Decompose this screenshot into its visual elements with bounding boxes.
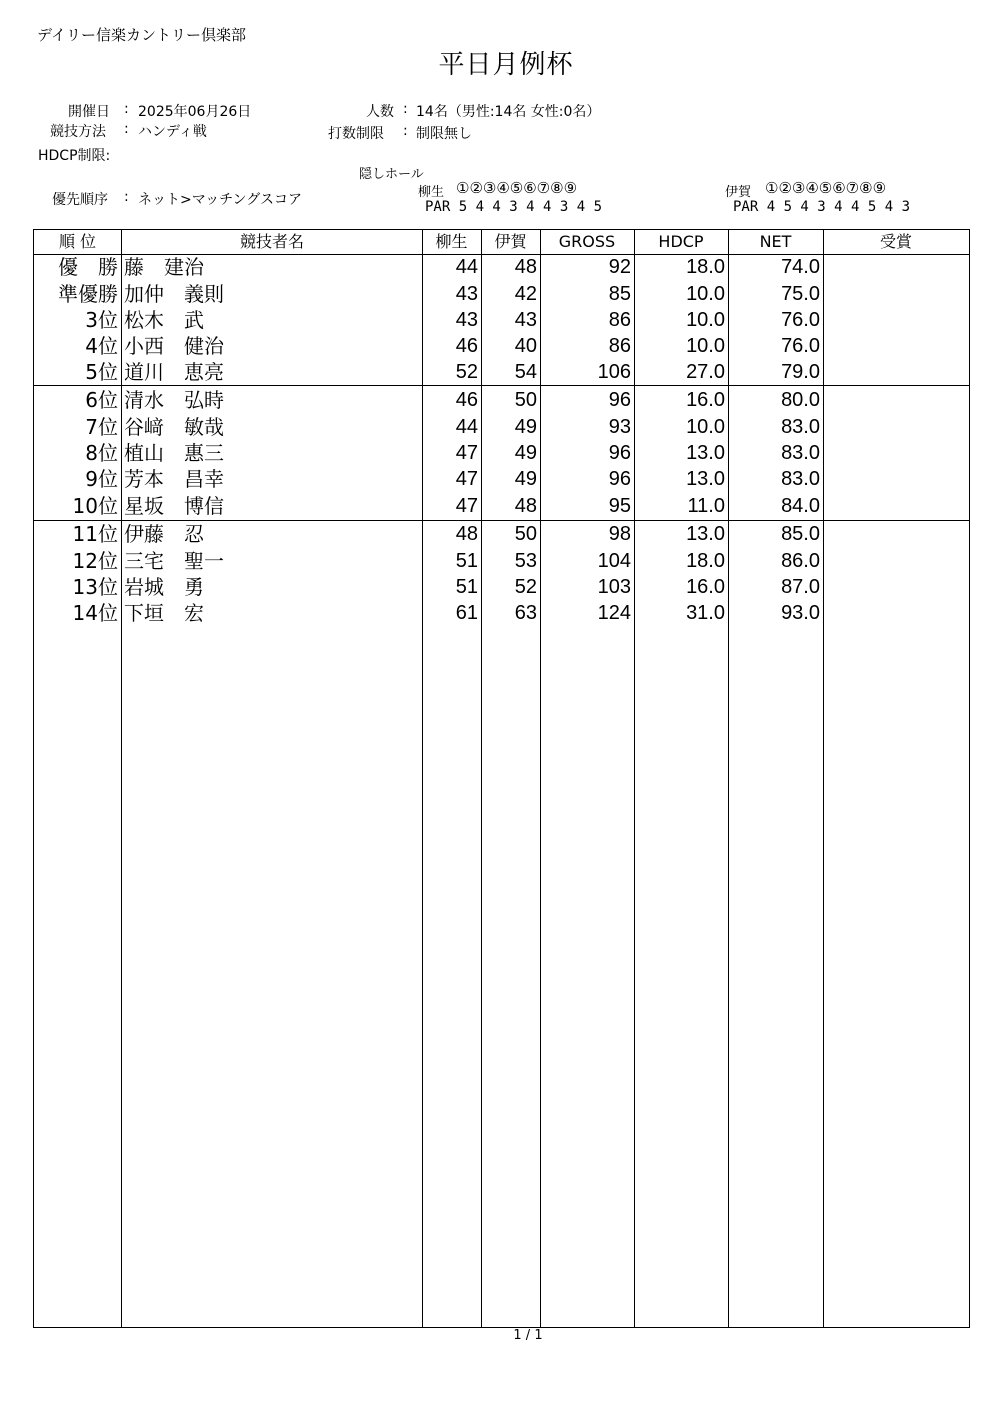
in-score-cell: 42	[514, 283, 537, 305]
net-cell: 83.0	[781, 468, 820, 490]
award-cell	[823, 493, 969, 519]
out-score-cell: 47	[455, 468, 478, 490]
header-hdcp: HDCP	[658, 232, 704, 251]
in-score-cell: 43	[514, 309, 537, 331]
player-name-cell: 藤 建治	[124, 255, 204, 279]
player-name-cell: 伊藤 忍	[124, 522, 204, 546]
header-out: 柳生	[435, 232, 468, 251]
gross-cell: 104	[597, 550, 631, 572]
table-row	[34, 440, 969, 466]
out-score-cell: 48	[455, 523, 478, 545]
player-name-cell: 下垣 宏	[124, 601, 204, 625]
gross-cell: 86	[608, 309, 631, 331]
results-table	[33, 229, 970, 1328]
hdcp-cell: 10.0	[686, 309, 725, 331]
out-score-cell: 52	[455, 361, 478, 383]
gross-cell: 103	[597, 576, 631, 598]
course2-name: 伊賀	[725, 185, 752, 200]
award-cell	[823, 307, 969, 333]
hdcp-cell: 10.0	[686, 416, 725, 438]
gross-cell: 106	[597, 361, 631, 383]
rank-cell: 7位	[85, 415, 118, 439]
rank-cell: 10位	[72, 494, 118, 518]
table-row	[34, 254, 969, 280]
stroke-limit-value: 制限無し	[416, 126, 472, 142]
award-cell	[823, 600, 969, 626]
gross-cell: 98	[608, 523, 631, 545]
in-score-cell: 54	[514, 361, 537, 383]
net-cell: 74.0	[781, 256, 820, 278]
priority-label: 優先順序	[52, 192, 108, 208]
in-score-cell: 48	[514, 256, 537, 278]
stroke-limit-colon: :	[403, 123, 408, 139]
hdcp-limit-label: HDCP制限:	[38, 148, 111, 164]
award-cell	[823, 548, 969, 574]
course2-par: PAR 4 5 4 3 4 4 5 4 3	[733, 199, 911, 215]
page-indicator: 1 / 1	[513, 1328, 543, 1343]
in-score-cell: 49	[514, 442, 537, 464]
rank-cell: 5位	[85, 360, 118, 384]
net-cell: 76.0	[781, 309, 820, 331]
format-colon: :	[124, 121, 129, 137]
in-score-cell: 48	[514, 495, 537, 517]
in-score-cell: 63	[514, 602, 537, 624]
award-cell	[823, 359, 969, 385]
out-score-cell: 47	[455, 495, 478, 517]
table-row	[34, 548, 969, 574]
hdcp-cell: 11.0	[687, 495, 725, 517]
net-cell: 75.0	[781, 283, 820, 305]
players-value: 14名（男性:14名 女性:0名）	[416, 104, 601, 120]
player-name-cell: 星坂 博信	[124, 494, 224, 518]
net-cell: 79.0	[781, 361, 820, 383]
gross-cell: 93	[608, 416, 631, 438]
out-score-cell: 46	[455, 389, 478, 411]
net-cell: 87.0	[781, 576, 820, 598]
course1-holes: ①②③④⑤⑥⑦⑧⑨	[456, 179, 578, 197]
net-cell: 86.0	[781, 550, 820, 572]
rank-cell: 9位	[85, 467, 118, 491]
award-cell	[823, 466, 969, 492]
table-row	[34, 281, 969, 307]
out-score-cell: 61	[455, 602, 478, 624]
rank-cell: 8位	[85, 441, 118, 465]
player-name-cell: 芳本 昌幸	[124, 467, 224, 491]
club-name: デイリー信楽カントリー倶楽部	[37, 26, 246, 44]
group-separator	[34, 385, 969, 386]
rank-cell: 13位	[72, 575, 118, 599]
header-gross: GROSS	[558, 232, 616, 251]
stroke-limit-label: 打数制限	[328, 126, 384, 142]
table-row	[34, 414, 969, 440]
header-in: 伊賀	[494, 232, 527, 251]
course1-name: 柳生	[418, 185, 445, 200]
header-rank: 順 位	[58, 232, 97, 251]
player-name-cell: 清水 弘時	[124, 388, 224, 412]
gross-cell: 96	[608, 442, 631, 464]
gross-cell: 96	[608, 468, 631, 490]
page-title: 平日月例杯	[438, 50, 574, 80]
in-score-cell: 50	[514, 389, 537, 411]
players-colon: :	[403, 101, 408, 117]
player-name-cell: 三宅 聖一	[124, 549, 224, 573]
rank-cell: 14位	[72, 601, 118, 625]
award-cell	[823, 574, 969, 600]
in-score-cell: 52	[514, 576, 537, 598]
rank-cell: 6位	[85, 388, 118, 412]
gross-cell: 96	[608, 389, 631, 411]
table-row	[34, 387, 969, 413]
table-row	[34, 466, 969, 492]
gross-cell: 95	[608, 495, 631, 517]
hdcp-cell: 27.0	[686, 361, 725, 383]
hdcp-cell: 16.0	[686, 576, 725, 598]
in-score-cell: 40	[514, 335, 537, 357]
date-colon: :	[124, 101, 129, 117]
rank-cell: 4位	[85, 334, 118, 358]
hdcp-cell: 18.0	[686, 256, 725, 278]
in-score-cell: 49	[514, 468, 537, 490]
date-value: 2025年06月26日	[138, 104, 252, 120]
table-row	[34, 600, 969, 626]
gross-cell: 124	[597, 602, 631, 624]
net-cell: 76.0	[781, 335, 820, 357]
award-cell	[823, 281, 969, 307]
net-cell: 80.0	[781, 389, 820, 411]
hdcp-cell: 13.0	[686, 442, 725, 464]
net-cell: 85.0	[781, 523, 820, 545]
player-name-cell: 道川 恵亮	[124, 360, 224, 384]
out-score-cell: 51	[455, 576, 478, 598]
rank-cell: 準優勝	[58, 282, 118, 306]
out-score-cell: 43	[455, 309, 478, 331]
in-score-cell: 49	[514, 416, 537, 438]
players-label: 人数	[366, 104, 394, 120]
hdcp-cell: 10.0	[686, 283, 725, 305]
net-cell: 83.0	[781, 416, 820, 438]
player-name-cell: 松木 武	[124, 308, 204, 332]
format-value: ハンディ戦	[138, 124, 207, 140]
hdcp-cell: 13.0	[686, 523, 725, 545]
header-award: 受賞	[879, 232, 912, 251]
rank-cell: 11位	[72, 522, 118, 546]
table-row	[34, 333, 969, 359]
award-cell	[823, 387, 969, 413]
hdcp-cell: 13.0	[686, 468, 725, 490]
gross-cell: 92	[608, 256, 631, 278]
hdcp-cell: 16.0	[686, 389, 725, 411]
format-label: 競技方法	[50, 124, 106, 140]
rank-cell: 3位	[85, 308, 118, 332]
hidden-holes-label: 隠しホール	[359, 167, 424, 182]
in-score-cell: 50	[514, 523, 537, 545]
out-score-cell: 46	[455, 335, 478, 357]
course2-holes: ①②③④⑤⑥⑦⑧⑨	[765, 179, 887, 197]
award-cell	[823, 521, 969, 547]
award-cell	[823, 254, 969, 280]
net-cell: 83.0	[781, 442, 820, 464]
player-name-cell: 岩城 勇	[124, 575, 204, 599]
hdcp-cell: 10.0	[686, 335, 725, 357]
out-score-cell: 51	[455, 550, 478, 572]
award-cell	[823, 414, 969, 440]
gross-cell: 85	[608, 283, 631, 305]
course1-par: PAR 5 4 4 3 4 4 3 4 5	[425, 199, 603, 215]
rank-cell: 12位	[72, 549, 118, 573]
out-score-cell: 44	[455, 416, 478, 438]
priority-colon: :	[124, 189, 129, 205]
out-score-cell: 44	[455, 256, 478, 278]
hdcp-cell: 18.0	[686, 550, 725, 572]
player-name-cell: 加仲 義則	[124, 282, 224, 306]
gross-cell: 86	[608, 335, 631, 357]
priority-value: ネット>マッチングスコア	[138, 192, 303, 208]
date-label: 開催日	[68, 104, 110, 120]
table-row	[34, 493, 969, 519]
player-name-cell: 谷﨑 敏哉	[124, 415, 224, 439]
player-name-cell: 小西 健治	[124, 334, 224, 358]
table-row	[34, 359, 969, 385]
net-cell: 84.0	[781, 495, 820, 517]
table-row	[34, 574, 969, 600]
rank-cell: 優 勝	[58, 255, 118, 279]
header-name: 競技者名	[239, 232, 304, 251]
out-score-cell: 47	[455, 442, 478, 464]
award-cell	[823, 440, 969, 466]
net-cell: 93.0	[781, 602, 820, 624]
table-row	[34, 521, 969, 547]
out-score-cell: 43	[455, 283, 478, 305]
player-name-cell: 植山 惠三	[124, 441, 224, 465]
table-row	[34, 307, 969, 333]
hdcp-cell: 31.0	[686, 602, 725, 624]
header-net: NET	[759, 232, 792, 251]
award-cell	[823, 333, 969, 359]
in-score-cell: 53	[514, 550, 537, 572]
